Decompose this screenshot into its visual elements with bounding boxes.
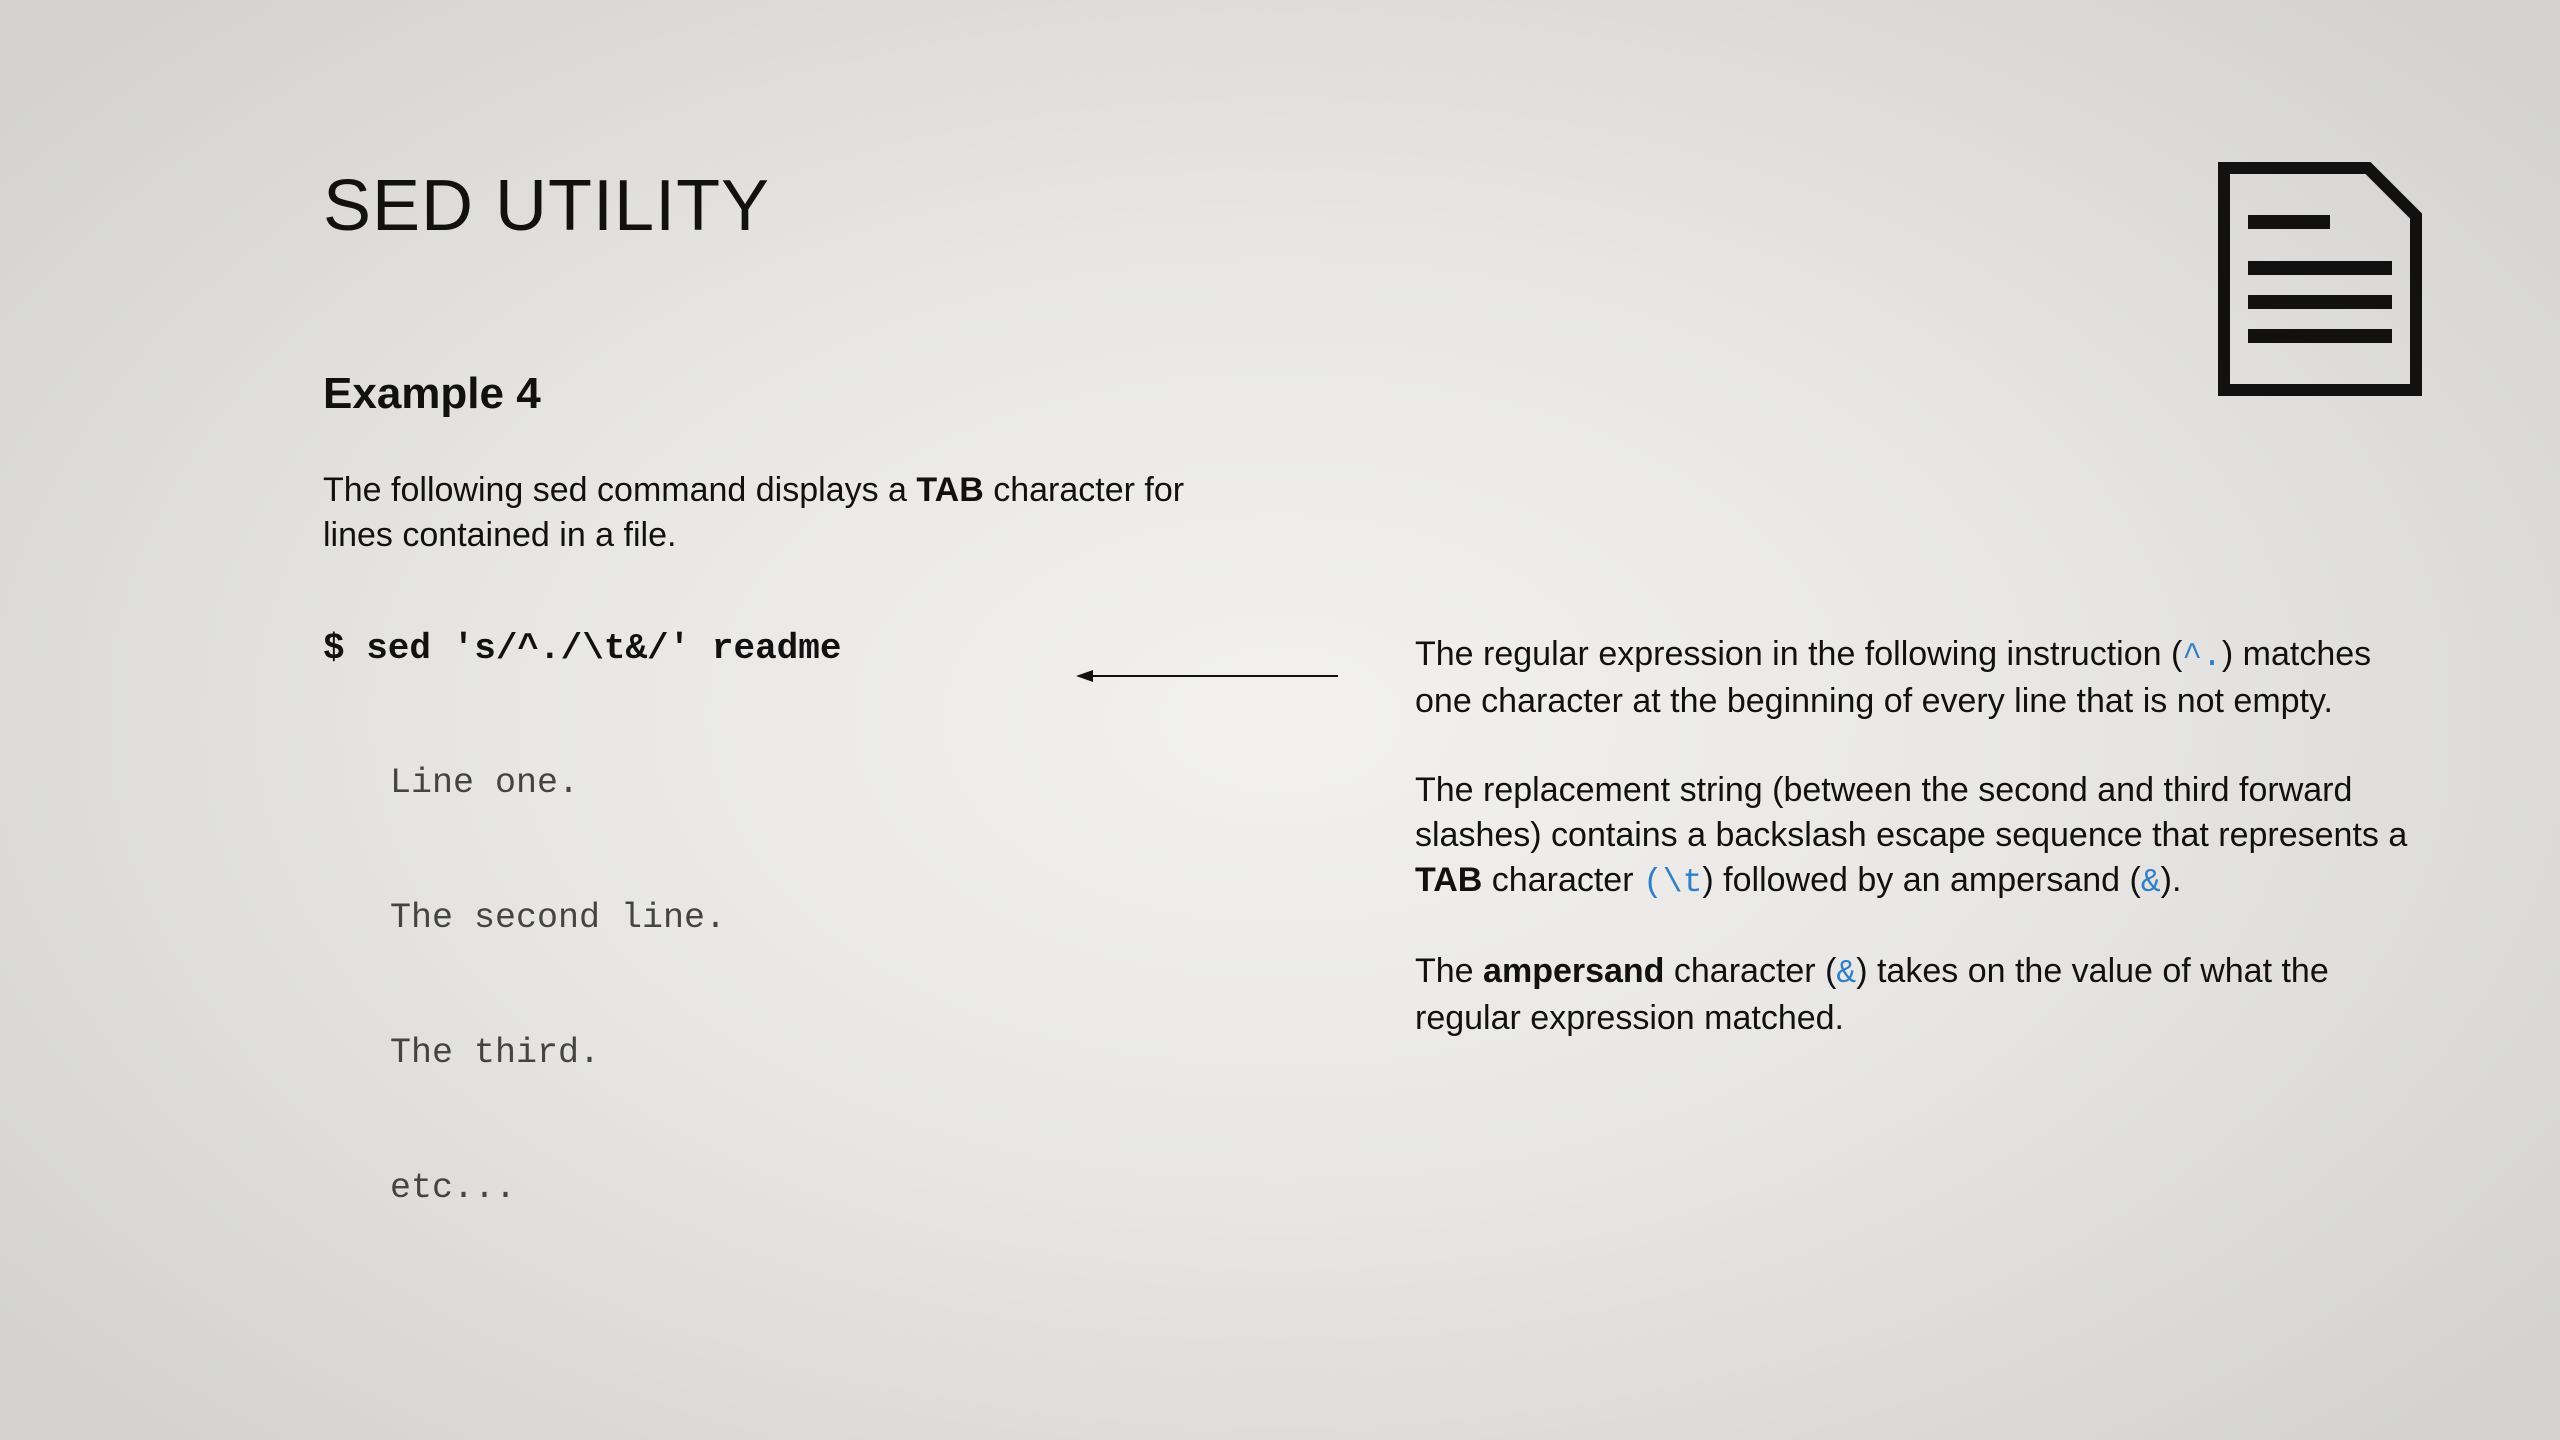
ampersand-bold: ampersand xyxy=(1483,952,1665,990)
intro-text-end: character for lines contained in a file. xyxy=(323,471,1185,554)
document-icon-outline xyxy=(2224,168,2416,390)
document-icon-line-3 xyxy=(2248,295,2392,309)
example-heading: Example 4 xyxy=(323,369,541,418)
explanation-regex-start: The regular expression in the following instruction ( xyxy=(1415,635,2183,673)
explanation xyxy=(1415,632,2435,1085)
ampersand-code: & xyxy=(2140,864,2161,901)
explanation-replacement-middle: character xyxy=(1482,861,1643,899)
explanation-regex xyxy=(1415,632,2435,724)
document-icon-line-4 xyxy=(2248,329,2392,343)
document-icon xyxy=(2218,162,2422,396)
code-example xyxy=(323,626,841,1301)
explanation-ampersand-middle: character ( xyxy=(1664,952,1837,990)
explanation-ampersand xyxy=(1415,949,2435,1041)
command-output xyxy=(390,671,841,1301)
sed-command: $ sed 's/^./\t&/' readme xyxy=(323,628,842,669)
output-line: The third. xyxy=(390,1033,601,1073)
intro-text-start: The following sed command displays a xyxy=(323,471,917,509)
explanation-replacement xyxy=(1415,768,2435,905)
tab-escape-code: (\t xyxy=(1642,864,1703,901)
explanation-replacement-after: ) followed by an ampersand ( xyxy=(1702,861,2141,899)
document-icon-line-1 xyxy=(2248,215,2330,229)
output-line: The second line. xyxy=(390,898,727,938)
explanation-ampersand-start: The xyxy=(1415,952,1484,990)
replacement-tab-bold: TAB xyxy=(1415,861,1483,899)
explanation-replacement-end: ). xyxy=(2160,861,2182,899)
ampersand-code: & xyxy=(1836,955,1857,992)
slide-title: SED UTILITY xyxy=(323,166,771,246)
intro-tab-bold: TAB xyxy=(916,471,984,509)
explanation-ampersand-end: ) takes on the value of what the regular expression matched. xyxy=(1415,952,2329,1037)
intro-text xyxy=(323,468,1223,558)
regex-code: ^. xyxy=(2182,638,2222,675)
document-icon-line-2 xyxy=(2248,261,2392,275)
explanation-replacement-start: The replacement string (between the second and third forward slashes) contains a backslash escape sequence that represents a xyxy=(1415,771,2408,854)
output-line: etc... xyxy=(390,1168,517,1208)
left-arrow-icon xyxy=(1075,664,1340,688)
output-line: Line one. xyxy=(390,763,580,803)
explanation-regex-end: ) matches one character at the beginning of every line that is not empty. xyxy=(1415,635,2372,720)
